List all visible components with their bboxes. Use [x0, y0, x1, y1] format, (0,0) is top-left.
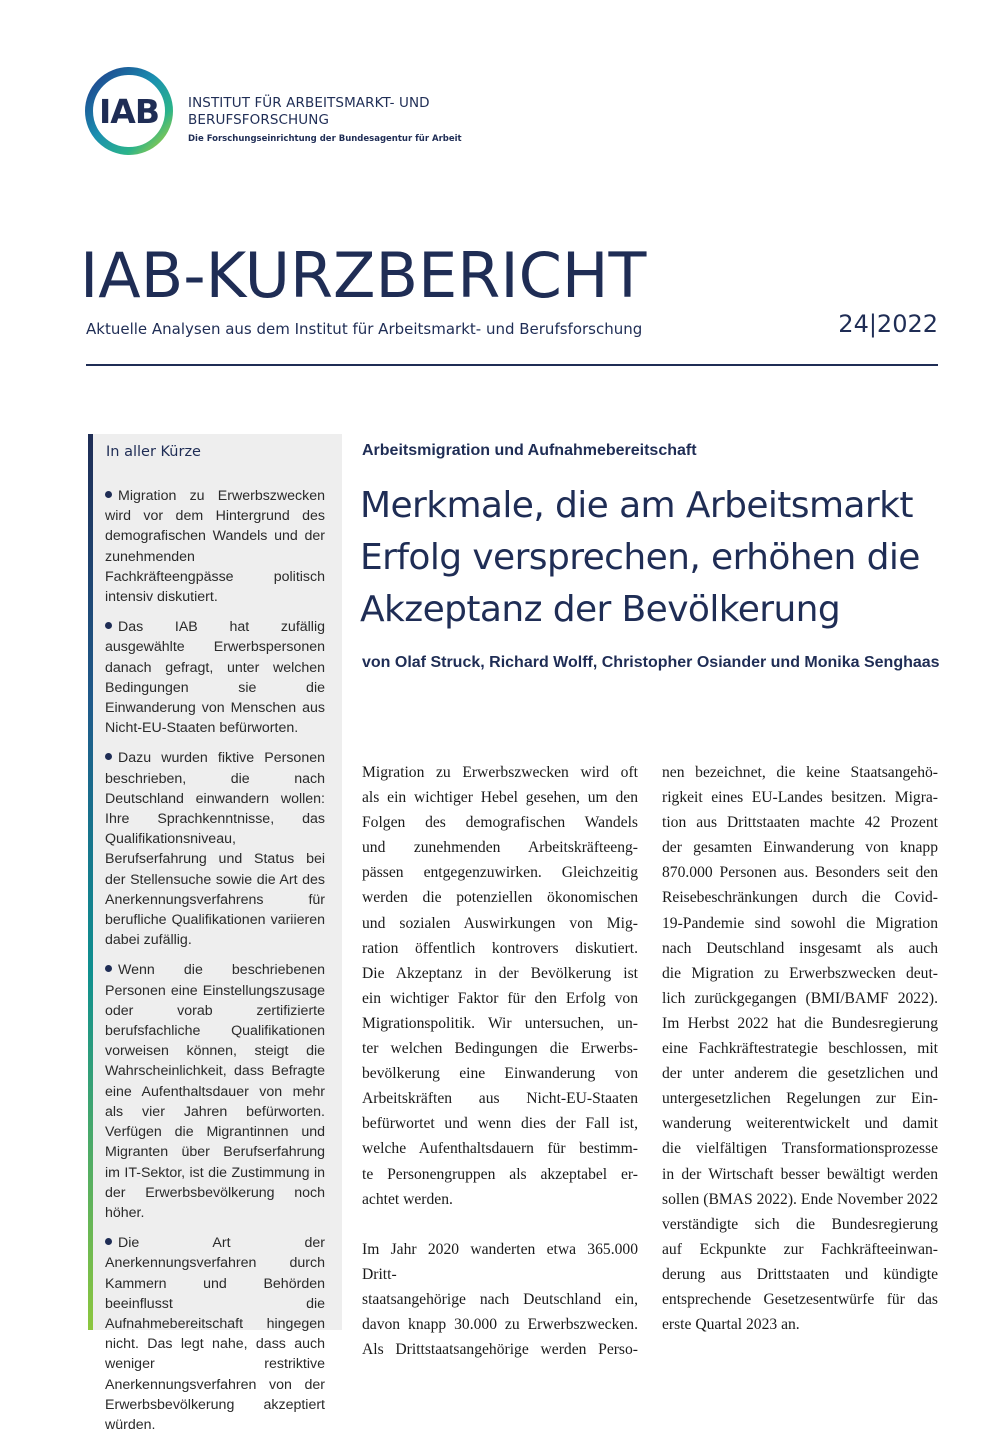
issue-number: 24|2022: [838, 310, 938, 338]
body-line: Reisebeschränkungen durch die Covid-: [662, 889, 938, 907]
body-line: der unter anderem die gesetzlichen und: [662, 1065, 938, 1083]
body-line: achtet werden.: [362, 1190, 453, 1208]
body-line: Migration zu Erwerbszwecken wird oft: [362, 764, 638, 781]
body-line: und zunehmenden Arbeitskräfteeng-: [362, 839, 638, 857]
body-line: 19-Pandemie sind sowohl die Migration: [662, 914, 938, 932]
bullet-icon: [105, 1238, 112, 1245]
intro-paragraph: [362, 760, 638, 1212]
body-line: Im Jahr 2020 wanderten etwa 365.000 Dritt-: [362, 1240, 638, 1283]
body-line: befürwortet und wenn dies der Fall ist,: [362, 1115, 638, 1133]
body-line: erste Quartal 2023 an.: [662, 1316, 800, 1334]
body-line: der gesamten Einwanderung von knapp: [662, 839, 938, 857]
body-line: Folgen des demografischen Wandels: [362, 814, 638, 832]
body-line: derung aus Drittstaaten und kündigte: [662, 1265, 938, 1283]
article-authors: von Olaf Struck, Richard Wolff, Christopher Osiander und Monika Senghaas: [362, 654, 940, 671]
body-line: Als Drittstaatsangehörige werden Perso-: [362, 1341, 638, 1359]
body-line: nach Deutschland insgesamt als auch: [662, 939, 938, 957]
body-line: werden die potenziellen ökonomischen: [362, 889, 638, 907]
body-paragraph: [662, 760, 938, 1337]
bullet-icon: [105, 753, 112, 760]
body-line: als ein wichtiger Hebel gesehen, um den: [362, 789, 638, 807]
institute-line1: INSTITUT FÜR ARBEITSMARKT- UND: [188, 95, 430, 111]
institute-tagline: Die Forschungseinrichtung der Bundesagentur für Arbeit: [188, 134, 462, 144]
body-line: untergesetzlichen Regelungen zur Ein-: [662, 1090, 938, 1108]
summary-item: Wenn die beschriebenen Personen eine Einstellungszusage oder vorab zertifizierte berufsfachliche Qualifikationen vorweisen können, steigt die Wahrscheinlichkeit, dass Befragte eine Aufenthaltsdauer von mehr als vier Jahren befürworten. Verfügen die Migrantinnen und Migranten über Berufserfahrung im IT-Sektor, ist die Zustimmung in der Erwerbsbevölkerung noch höher.: [105, 962, 325, 1221]
article-kicker: Arbeitsmigration und Aufnahmebereitschaft: [362, 442, 697, 459]
summary-item: Die Art der Anerkennungsverfahren durch Kammern und Behörden beeinflusst die Aufnahmebereitschaft hingegen nicht. Das legt nahe, dass auch weniger restriktive Anerkennungsverfahren von der Erwerbsbevölkerung akzeptiert würden.: [105, 1235, 325, 1433]
body-line: welche Aufenthaltsdauern für bestimm-: [362, 1140, 638, 1158]
sidebar-heading: In aller Kürze: [106, 444, 201, 460]
summary-item: Migration zu Erwerbszwecken wird vor dem Hintergrund des demografischen Wandels und der zunehmenden Fachkräfteengpässe politisch intensiv diskutiert.: [105, 488, 325, 606]
body-line: tion aus Drittstaaten machte 42 Prozent: [662, 814, 938, 832]
summary-item: Das IAB hat zufällig ausgewählte Erwerbspersonen danach gefragt, unter welchen Bedingungen sie die Einwanderung von Menschen aus Nicht-EU-Staaten befürworten.: [105, 619, 325, 737]
body-line: Migrationspolitik. Wir untersuchen, un-: [362, 1014, 638, 1032]
bullet-icon: [105, 622, 112, 629]
body-line: auf Eckpunkte zur Fachkräfteeinwan-: [662, 1240, 938, 1258]
series-subtitle: Aktuelle Analysen aus dem Institut für Arbeitsmarkt- und Berufsforschung: [86, 320, 643, 338]
header-divider: [86, 364, 938, 366]
body-line: die Migration zu Erwerbszwecken deut-: [662, 964, 938, 982]
body-line: wanderung weiterentwickelt und damit: [662, 1115, 938, 1133]
bullet-icon: [105, 965, 112, 972]
body-column-left: [362, 760, 638, 1362]
body-line: und sozialen Auswirkungen von Mig-: [362, 914, 638, 932]
body-line: staatsangehörige nach Deutschland ein,: [362, 1290, 638, 1308]
body-paragraph: [362, 1237, 638, 1362]
body-column-right: [662, 760, 938, 1337]
body-line: 870.000 Personen aus. Besonders seit den: [662, 864, 938, 882]
body-line: davon knapp 30.000 zu Erwerbszwecken.: [362, 1315, 638, 1333]
institute-name: [188, 95, 508, 145]
body-line: bevölkerung eine Einwanderung von: [362, 1065, 638, 1083]
body-line: pässen entgegenzuwirken. Gleichzeitig: [362, 864, 638, 882]
body-line: verständigte sich die Bundesregierung: [662, 1215, 938, 1233]
body-line: lich zurückgegangen (BMI/BAMF 2022).: [662, 989, 938, 1007]
body-line: rigkeit eines EU-Landes besitzen. Migra-: [662, 789, 938, 807]
body-line: sollen (BMAS 2022). Ende November 2022: [662, 1190, 938, 1208]
series-title: IAB-KURZBERICHT: [80, 239, 647, 312]
body-line: nen bezeichnet, die keine Staatsangehö-: [662, 764, 938, 781]
body-line: eine Fachkräftestrategie beschlossen, mit: [662, 1040, 938, 1058]
body-line: die vielfältigen Transformationsprozesse: [662, 1140, 938, 1158]
body-line: ter welchen Bedingungen die Erwerbs-: [362, 1040, 638, 1058]
body-line: Die Akzeptanz in der Bevölkerung ist: [362, 964, 638, 982]
body-line: entsprechende Gesetzesentwürfe für das: [662, 1290, 938, 1308]
summary-item: Dazu wurden fiktive Personen beschrieben, die nach Deutschland einwandern wollen: Ihre Sprachkenntnisse, das Qualifikationsniveau, Berufserfahrung und Status bei der Stellensuche sowie die Art des Anerkennungsverfahrens für berufliche Qualifikationen variieren dabei zufällig.: [105, 750, 325, 949]
summary-list: [105, 486, 325, 1445]
headline-line: Erfolg versprechen, erhöhen die: [360, 537, 920, 578]
body-line: ein wichtiger Faktor für den Erfolg von: [362, 989, 638, 1007]
body-line: te Personengruppen als akzeptabel er-: [362, 1165, 638, 1183]
logo-text: IAB: [99, 91, 159, 131]
headline-line: Akzeptanz der Bevölkerung: [360, 589, 841, 630]
summary-sidebar: [88, 434, 342, 1433]
article-headline: [360, 480, 960, 636]
iab-logo: [84, 66, 174, 156]
headline-line: Merkmale, die am Arbeitsmarkt: [360, 485, 913, 526]
bullet-icon: [105, 491, 112, 498]
sidebar-accent-bar: [88, 434, 93, 1330]
body-line: in der Wirtschaft besser bewältigt werden: [662, 1165, 938, 1183]
institute-line2: BERUFSFORSCHUNG: [188, 112, 330, 128]
body-line: ration öffentlich kontrovers diskutiert.: [362, 939, 638, 957]
body-line: Arbeitskräften aus Nicht-EU-Staaten: [362, 1090, 638, 1108]
body-line: Im Herbst 2022 hat die Bundesregierung: [662, 1014, 938, 1032]
